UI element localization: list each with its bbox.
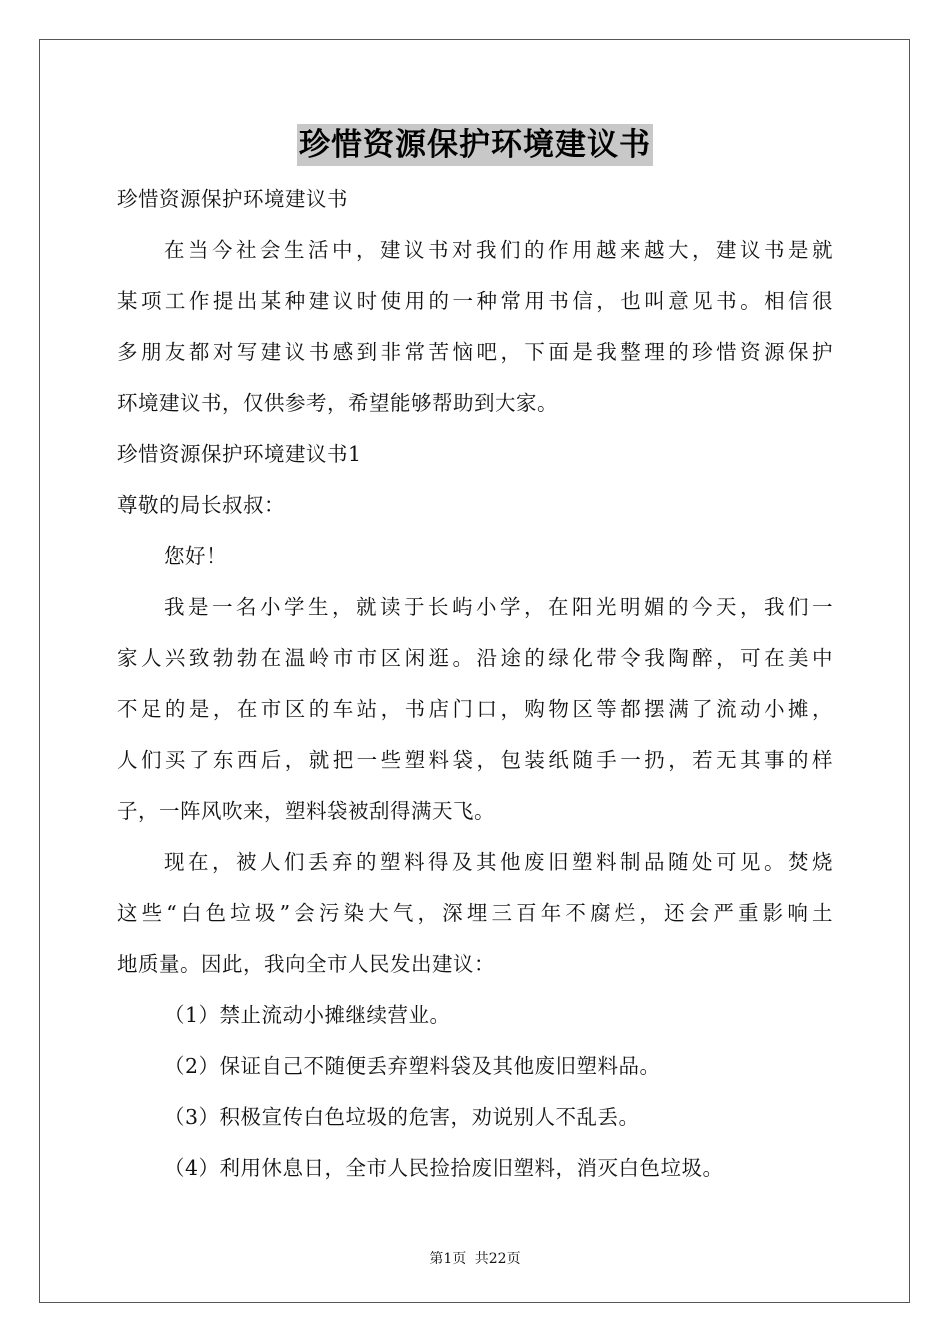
text-line: 环境建议书，仅供参考，希望能够帮助到大家。 bbox=[117, 391, 558, 415]
text-line: （3）积极宣传白色垃圾的危害，劝说别人不乱丢。 bbox=[164, 1105, 640, 1129]
text-line: 多朋友都对写建议书感到非常苦恼吧，下面是我整理的珍惜资源保护 bbox=[117, 340, 833, 364]
text-line: 您好！ bbox=[164, 544, 227, 568]
text-line: 在当今社会生活中，建议书对我们的作用越来越大，建议书是就 bbox=[164, 238, 833, 262]
title-container bbox=[0, 124, 950, 166]
document-body bbox=[117, 178, 833, 1198]
page-number: 第1页 bbox=[429, 1251, 467, 1267]
text-line: 现在，被人们丢弃的塑料得及其他废旧塑料制品随处可见。焚烧 bbox=[164, 850, 833, 874]
text-line: 家人兴致勃勃在温岭市市区闲逛。沿途的绿化带令我陶醉，可在美中 bbox=[117, 646, 833, 670]
text-line: 子，一阵风吹来，塑料袋被刮得满天飞。 bbox=[117, 799, 495, 823]
text-line: 不足的是，在市区的车站，书店门口，购物区等都摆满了流动小摊， bbox=[117, 697, 833, 721]
text-line: 珍惜资源保护环境建议书1 bbox=[117, 442, 362, 466]
text-line: （2）保证自己不随便丢弃塑料袋及其他废旧塑料品。 bbox=[164, 1054, 661, 1078]
text-line: （4）利用休息日，全市人民捡拾废旧塑料，消灭白色垃圾。 bbox=[164, 1156, 724, 1180]
page-total: 共22页 bbox=[474, 1251, 521, 1267]
text-line: 人们买了东西后，就把一些塑料袋，包装纸随手一扔，若无其事的样 bbox=[117, 748, 833, 772]
text-line: 地质量。因此，我向全市人民发出建议： bbox=[117, 952, 495, 976]
text-line: （1）禁止流动小摊继续营业。 bbox=[164, 1003, 451, 1027]
document-title: 珍惜资源保护环境建议书 bbox=[297, 124, 653, 166]
text-line: 这些“白色垃圾”会污染大气，深埋三百年不腐烂，还会严重影响土 bbox=[117, 901, 833, 925]
text-line: 珍惜资源保护环境建议书 bbox=[117, 187, 348, 211]
text-line: 某项工作提出某种建议时使用的一种常用书信，也叫意见书。相信很 bbox=[117, 289, 833, 313]
page-footer bbox=[0, 1248, 950, 1268]
text-line: 尊敬的局长叔叔： bbox=[117, 493, 285, 517]
text-line: 我是一名小学生，就读于长屿小学，在阳光明媚的今天，我们一 bbox=[164, 595, 833, 619]
